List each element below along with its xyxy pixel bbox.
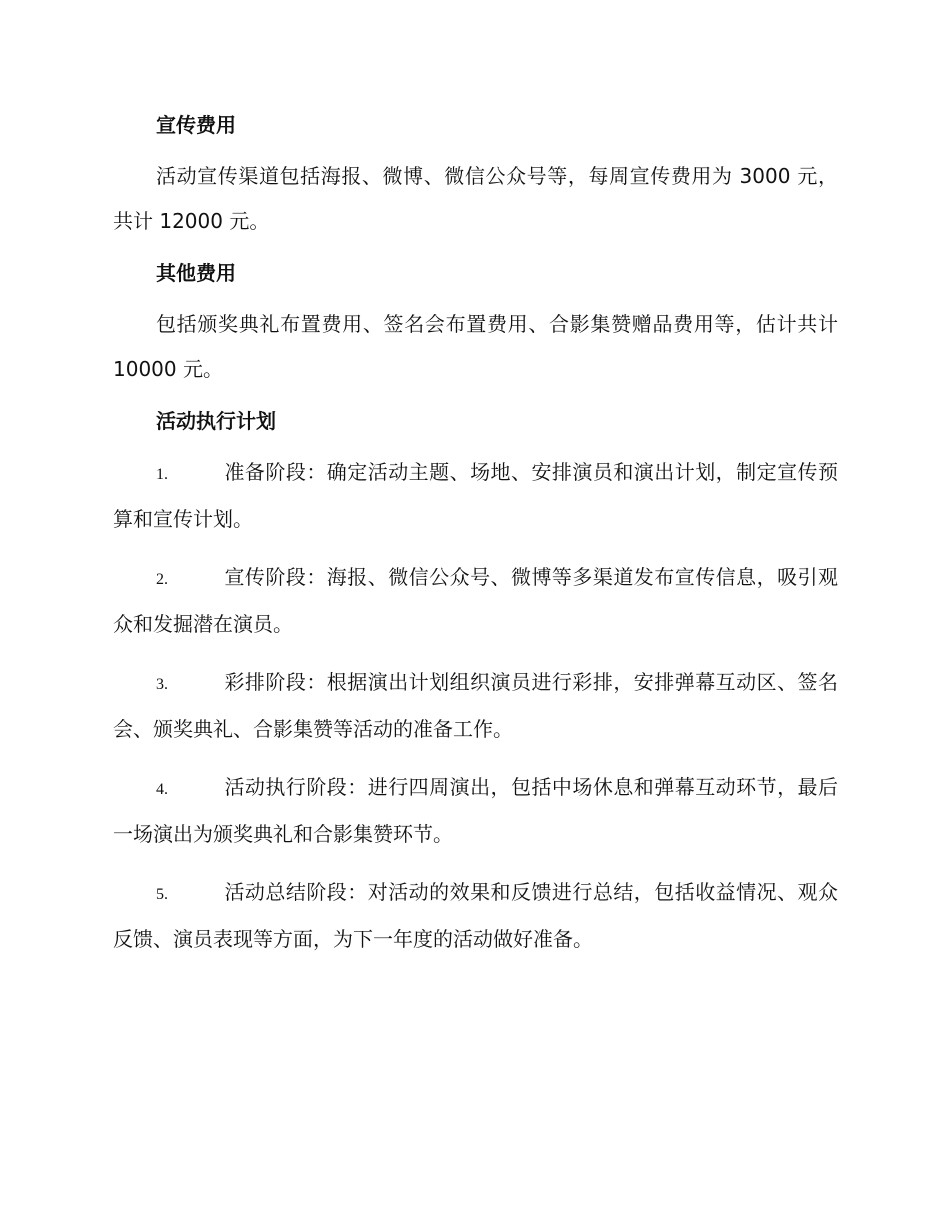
- list-item-number: 1.: [156, 466, 168, 483]
- list-item-number: 3.: [156, 676, 168, 693]
- list-item-text: 活动总结阶段：对活动的效果和反馈进行总结，包括收益情况、观众反馈、演员表现等方面，为下一年度的活动做好准备。: [113, 880, 838, 951]
- list-item: [113, 660, 838, 752]
- list-item: [113, 870, 838, 962]
- list-item: [113, 450, 838, 542]
- section-heading-other-cost: 其他费用: [156, 261, 236, 285]
- list-item-text: 彩排阶段：根据演出计划组织演员进行彩排，安排弹幕互动区、签名会、颁奖典礼、合影集赞等活动的准备工作。: [113, 670, 838, 741]
- list-item-text: 活动执行阶段：进行四周演出，包括中场休息和弹幕互动环节，最后一场演出为颁奖典礼和合影集赞环节。: [113, 775, 838, 846]
- list-item-number: 4.: [156, 781, 168, 798]
- section-heading-execution-plan: 活动执行计划: [156, 409, 276, 433]
- paragraph-promo-cost: 活动宣传渠道包括海报、微博、微信公众号等，每周宣传费用为 3000 元，共计 12000 元。: [113, 164, 838, 233]
- list-item-text: 宣传阶段：海报、微信公众号、微博等多渠道发布宣传信息，吸引观众和发掘潜在演员。: [113, 565, 838, 636]
- list-item-number: 5.: [156, 886, 168, 903]
- list-item: [113, 765, 838, 857]
- list-item-text: 准备阶段：确定活动主题、场地、安排演员和演出计划，制定宣传预算和宣传计划。: [113, 460, 838, 531]
- document-page: [113, 110, 838, 975]
- list-item-number: 2.: [156, 571, 168, 588]
- paragraph-other-cost: 包括颁奖典礼布置费用、签名会布置费用、合影集赞赠品费用等，估计共计 10000 元。: [113, 312, 838, 381]
- execution-plan-list: [113, 450, 838, 962]
- list-item: [113, 555, 838, 647]
- section-heading-promo-cost: 宣传费用: [156, 113, 236, 137]
